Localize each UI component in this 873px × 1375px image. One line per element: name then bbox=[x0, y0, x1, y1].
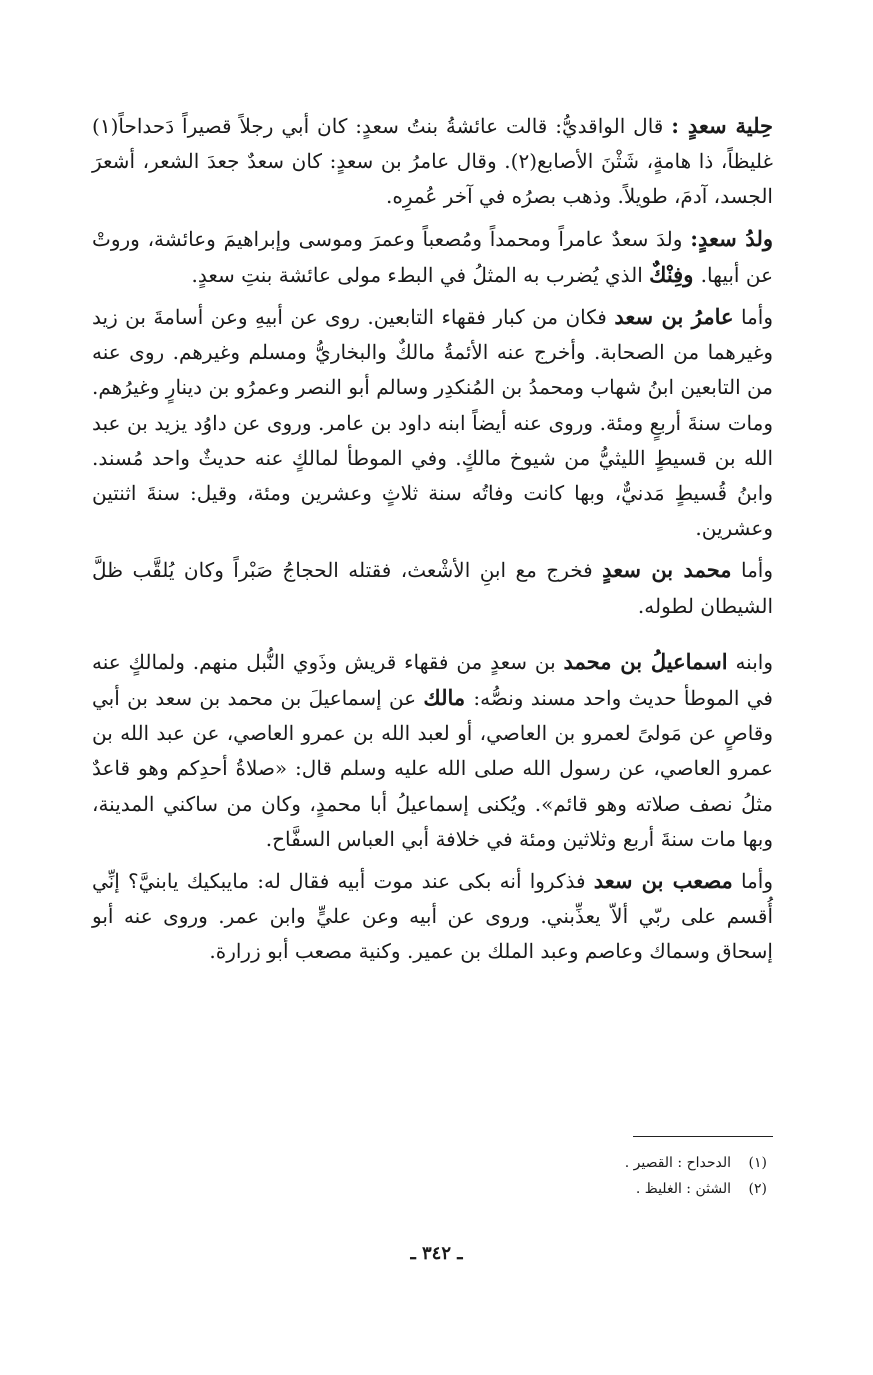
footnote-2 bbox=[367, 1176, 767, 1202]
heading-amir: عامرُ بن سعد bbox=[614, 304, 734, 330]
main-text bbox=[92, 108, 773, 970]
heading-musab: مصعب بن سعد bbox=[593, 868, 733, 894]
paragraph-prefix: وابنه bbox=[727, 649, 773, 674]
heading-ismail: اسماعيلُ بن محمد bbox=[563, 648, 728, 674]
paragraph-muhammad-bin-saad bbox=[92, 552, 773, 623]
heading-appearance: حِلية سعدٍ : bbox=[671, 113, 774, 138]
paragraph-prefix: وأما bbox=[732, 869, 773, 894]
heading-children: ولدُ سعدٍ: bbox=[690, 225, 773, 251]
paragraph-musab-bin-saad bbox=[92, 863, 773, 970]
paragraph-children-of-saad bbox=[92, 221, 773, 293]
paragraph-body: الذي يُضرب به المثلُ في البطء مولى عائشة بنتِ سعدٍ. bbox=[191, 262, 650, 287]
footnotes bbox=[367, 1150, 767, 1202]
paragraph-prefix: وأما bbox=[733, 305, 773, 330]
footnote-text: الشثن : الغليظ . bbox=[635, 1181, 731, 1197]
paragraph-body: عن إسماعيلَ بن محمد بن سعد بن أبي وقاصٍ عن مَولىً لعمرو بن العاصي، أو لعبد الله بن عمرو العاصي، عن عبد الله بن عمرو العاصي، عن رسول الله صلى الله عليه وسلم قال: «صلاةُ أحدِكم وهو قاعدٌ مثلُ نصف صلاته وهو قائم». ويُكنى إسماعيلُ أبا محمدٍ، وكان من ساكني المدينة، وبها مات سنةَ أربع وثلاثين ومئة في خلافة أبي العباس السفَّاح. bbox=[92, 686, 774, 851]
paragraph-body: بن سعدٍ من فقهاء قريش وذَوي النُّبل منهم. ولمالكٍ عنه في الموطأ حديث واحد مسند ونصُّه: bbox=[92, 649, 773, 711]
paragraph-ismail-bin-muhammad bbox=[92, 644, 773, 857]
footnote-number: (١) bbox=[748, 1155, 767, 1171]
heading-fink: وفِنْكٌ bbox=[649, 261, 701, 287]
paragraph-body: قال الواقديُّ: قالت عائشةُ بنتُ سعدٍ: كان أبي رجلاً قصيراً دَحداحاً(١) غليظاً، ذا هامةٍ، شَثْنَ الأصابع(٢). وقال عامرُ بن سعدٍ: كان سعدٌ جعدَ الشعر، أشعرَ الجسد، آدمَ، طويلاً. وذهب بصرُه في آخر عُمرِه. bbox=[92, 114, 773, 209]
footnote-number: (٢) bbox=[748, 1181, 767, 1197]
paragraph-body: ولدَ سعدٌ عامراً ومحمداً ومُصعباً وعمرَ وموسى وإبراهيمَ وعائشة، وروتْ عن أبيها. bbox=[92, 226, 773, 287]
paragraph-body: فخرج مع ابنِ الأشْعث، فقتله الحجاجُ صَبْراً وكان يُلقَّب ظلَّ الشيطان لطوله. bbox=[92, 558, 773, 618]
paragraph-body: فذكروا أنه بكى عند موت أبيه فقال له: مايبكيك يابنيَّ؟ إنِّي أُقسم على ربّي ألاّ يعذِّبني. وروى عن أبيه وعن عليٍّ وابن عمر. وروى عنه أبو إسحاق وسماك وعاصم وعبد الملك بن عمير. وكنية مصعب أبو زرارة. bbox=[92, 869, 773, 964]
heading-malik: مالك bbox=[423, 685, 474, 711]
footnote-1 bbox=[367, 1150, 767, 1176]
paragraph-prefix: وأما bbox=[731, 558, 773, 583]
footnote-text: الدحداح : القصير . bbox=[624, 1155, 731, 1171]
paragraph-body: فكان من كبار فقهاء التابعين. روى عن أبيهِ وعن أسامةَ بن زيد وغيرهما من الصحابة. وأخرج عنه الأئمةُ مالكٌ والبخاريُّ ومسلم وغيرهم. روى عنه من التابعين ابنُ شهاب ومحمدُ بن المُنكدِر وسالم أبو النصر وعمرُو بن دينارٍ وغيرُهم. ومات سنةَ أربعٍ ومئة. وروى عنه أيضاً ابنه داود بن عامر. وروى عن داوُد يزيد بن عبد الله بن قسيطٍ الليثيُّ من شيوخ مالكٍ. وفي الموطأ لمالكٍ عنه حديثٌ واحد مُسند. وابنُ قُسيطٍ مَدنيٌّ، وبها كانت وفاتُه سنة ثلاثٍ وعشرين ومئة، وقيل: سنةَ اثنتين وعشرين. bbox=[92, 305, 773, 541]
paragraph-amir-bin-saad bbox=[92, 299, 773, 546]
page-number: ـ ٣٤٢ ـ bbox=[410, 1243, 463, 1264]
paragraph-appearance-of-saad bbox=[92, 108, 773, 215]
footnote-divider bbox=[633, 1136, 773, 1137]
heading-muhammad: محمد بن سعدٍ bbox=[602, 557, 732, 583]
